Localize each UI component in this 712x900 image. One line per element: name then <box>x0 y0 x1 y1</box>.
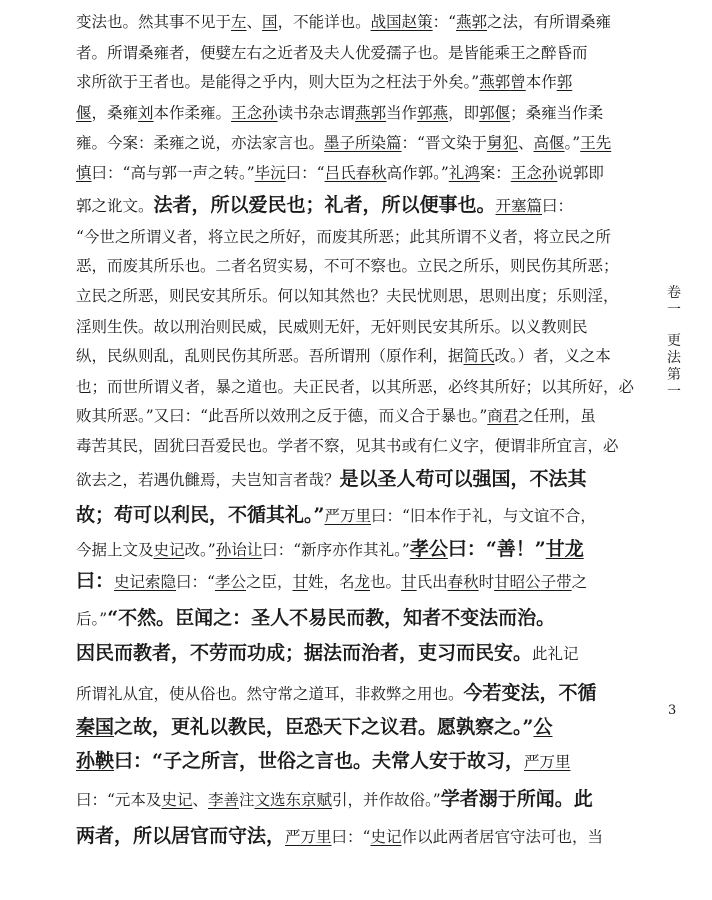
commentary-segment: 燕郭 <box>479 73 511 91</box>
main-text-segment: 两者，所以居官而守法， <box>76 825 286 847</box>
text-line <box>76 163 636 183</box>
commentary-segment: 当作 <box>386 104 418 122</box>
commentary-segment: 姓，名 <box>308 573 355 591</box>
commentary-segment: 纵，民纵则乱，乱则民伤其所恶。吾所谓刑（原作利，据 <box>76 347 464 365</box>
main-text-segment: “不然。臣闻之：圣人不易民而教，知者不变法而治。 <box>107 607 556 629</box>
text-line <box>76 256 636 276</box>
text-line <box>76 193 636 217</box>
commentary-segment: 曾 <box>510 73 526 91</box>
commentary-segment: ；桑雍当作柔 <box>510 104 604 122</box>
commentary-segment: ，即 <box>448 104 480 122</box>
text-line <box>76 103 636 123</box>
commentary-segment: 高偃 <box>533 134 565 152</box>
commentary-segment: 本作柔雍。 <box>153 104 232 122</box>
commentary-segment: 变法也。然其事不见于 <box>76 13 232 31</box>
commentary-segment: 氏出 <box>416 573 448 591</box>
commentary-segment: 史记 <box>161 791 193 809</box>
commentary-segment: 甘昭公 <box>494 573 541 591</box>
text-line <box>76 227 636 247</box>
main-text-segment: 之故，更礼以教民，臣恐天下之议君。愿孰察之。” <box>114 716 534 738</box>
commentary-segment: ：“晋文染于 <box>401 134 487 152</box>
text-line <box>76 503 636 527</box>
commentary-segment: 战国赵策 <box>370 13 433 31</box>
commentary-segment: 舅犯 <box>486 134 518 152</box>
text-line <box>76 537 636 561</box>
commentary-segment: 甘 <box>292 573 309 591</box>
commentary-segment: 曰：“旧本作于礼，与文谊不合， <box>370 507 596 525</box>
commentary-segment: 国 <box>262 13 278 31</box>
commentary-segment: 严万里 <box>523 753 571 771</box>
commentary-segment: 严万里 <box>324 507 371 525</box>
commentary-segment: 开塞篇 <box>495 197 543 215</box>
text-line <box>76 641 636 665</box>
commentary-segment: 毒苦其民，固犹曰吾爱民也。学者不察，见其书或有仁义字，便谓非所宜言，必 <box>76 437 619 455</box>
commentary-segment: ：“ <box>432 13 457 31</box>
text-line <box>76 681 636 705</box>
text-line <box>76 406 636 426</box>
commentary-segment: 案： <box>479 164 511 182</box>
commentary-segment: 郭偃 <box>479 104 511 122</box>
main-text-segment: 孙鞅 <box>76 750 115 772</box>
commentary-segment: 王念孙 <box>231 104 278 122</box>
commentary-segment: 改。” <box>184 541 216 559</box>
commentary-segment: 史记 <box>370 828 402 846</box>
commentary-segment: 之 <box>571 573 588 591</box>
commentary-segment: 毕沅 <box>254 164 286 182</box>
commentary-segment: 礼鸿 <box>448 164 480 182</box>
main-text-segment: 法者，所以爱民也；礼者，所以便事也。 <box>153 194 496 216</box>
commentary-segment: 败其所恶。”又曰：“此吾所以效刑之反于德，而义合于暴也。” <box>76 407 488 425</box>
commentary-segment: 孝公 <box>214 573 246 591</box>
commentary-segment: 子带 <box>540 573 572 591</box>
commentary-segment: 欲去之，若遇仇雠焉，夫岂知言者哉？ <box>76 471 340 489</box>
commentary-segment: 。” <box>564 134 581 152</box>
commentary-segment: 曰：“高与郭一声之转。” <box>91 164 255 182</box>
commentary-segment: 也。 <box>370 573 402 591</box>
running-header <box>664 285 684 401</box>
chapter-label: 更 法 第 一 <box>667 333 681 400</box>
commentary-segment: 时 <box>478 573 495 591</box>
text-line <box>76 787 636 811</box>
commentary-segment: 偃 <box>76 104 92 122</box>
text-line <box>76 286 636 306</box>
commentary-segment: 商君 <box>487 407 519 425</box>
main-text-segment: 孝公 <box>409 538 448 560</box>
text-line <box>76 569 636 593</box>
commentary-segment: 所谓礼从宜，使从俗也。然守常之道耳，非救弊之用也。 <box>76 685 464 703</box>
text-line <box>76 824 636 848</box>
text-line <box>76 43 636 63</box>
text-line <box>76 133 636 153</box>
commentary-segment: 高作郭。” <box>386 164 449 182</box>
commentary-segment: 春秋 <box>447 573 479 591</box>
commentary-segment: 读书杂志谓 <box>277 104 356 122</box>
commentary-segment: 引，并作故俗。” <box>332 791 441 809</box>
main-text-segment: 是以圣人苟可以强国，不法其 <box>339 468 587 490</box>
commentary-segment: 也；而世所谓义者，暴之道也。夫正民者，以其所恶，必终其所好；以其所好，必 <box>76 378 635 396</box>
main-text-segment: 甘龙 <box>545 538 584 560</box>
commentary-segment: 今据上文及 <box>76 541 154 559</box>
text-line <box>76 12 636 32</box>
text-line <box>76 346 636 366</box>
commentary-segment: 、 <box>246 13 263 31</box>
commentary-segment: 吕氏春秋 <box>324 164 387 182</box>
commentary-segment: 曰：“ <box>285 164 325 182</box>
commentary-segment: 曰：“ <box>176 573 215 591</box>
main-text-segment: 故；苟可以利民，不循其礼。” <box>76 504 325 526</box>
volume-label: 卷 一 <box>667 285 681 318</box>
commentary-segment: 严万里 <box>285 828 332 846</box>
text-line <box>76 377 636 397</box>
page-number: 3 <box>668 703 677 718</box>
commentary-segment: 曰：“元本及 <box>76 791 162 809</box>
commentary-segment: 曰：“新序亦作其礼。” <box>262 541 410 559</box>
commentary-segment: 王先 <box>580 134 612 152</box>
commentary-segment: 本作 <box>525 73 557 91</box>
main-text-segment: 秦国 <box>76 716 115 738</box>
commentary-segment: 王念孙 <box>510 164 558 182</box>
main-text-segment: 曰：“善！” <box>447 538 546 560</box>
commentary-segment: 、 <box>192 791 208 809</box>
commentary-segment: 立民之所恶，则民安其所乐。何以知其然也？夫民忧则思，思则出度；乐则淫， <box>76 287 619 305</box>
commentary-segment: 恶，而废其所乐也。二者名贸实易，不可不察也。立民之所乐，则民伤其所恶； <box>76 257 619 275</box>
commentary-segment: 者。所谓桑雍者，便嬖左右之近者及夫人优爱孺子也。是皆能乘王之醉昏而 <box>76 44 588 62</box>
commentary-segment: 刘 <box>138 104 154 122</box>
commentary-segment: 孙诒让 <box>215 541 263 559</box>
commentary-segment: 此礼记 <box>532 645 579 663</box>
commentary-segment: ，不能详也。 <box>277 13 371 31</box>
main-text-segment: 学者溺于所闻。此 <box>440 788 593 810</box>
commentary-segment: 史记索隐 <box>114 573 177 591</box>
main-text-segment: 今若变法，不循 <box>463 682 597 704</box>
commentary-segment: 之任刑，虽 <box>518 407 596 425</box>
commentary-segment: 燕郭 <box>355 104 387 122</box>
commentary-segment: 曰： <box>542 197 574 215</box>
commentary-segment: “今世之所谓义者，将立民之所好，而废其所恶；此其所谓不义者，将立民之所 <box>76 228 611 246</box>
commentary-segment: 史记 <box>153 541 185 559</box>
text-line <box>76 467 636 491</box>
commentary-segment: 李善 <box>207 791 239 809</box>
text-line <box>76 715 636 739</box>
commentary-segment: 注 <box>238 791 255 809</box>
commentary-segment: 文选东京赋 <box>254 791 333 809</box>
commentary-segment: 墨子所染篇 <box>324 134 402 152</box>
commentary-segment: 左 <box>231 13 247 31</box>
text-line <box>76 436 636 456</box>
commentary-segment: 、 <box>517 134 534 152</box>
main-text-segment: 曰：“子之所言，世俗之言也。夫常人安于故习， <box>114 750 524 772</box>
main-text-segment: 公 <box>533 716 553 738</box>
text-line <box>76 72 636 92</box>
text-line <box>76 317 636 337</box>
commentary-segment: 后。” <box>76 610 108 628</box>
commentary-segment: 之臣， <box>245 573 293 591</box>
commentary-segment: 改。）者，义之本 <box>494 347 611 365</box>
commentary-segment: 说郭即 <box>557 164 604 182</box>
commentary-segment: 郭 <box>556 73 573 91</box>
commentary-segment: ，桑雍 <box>91 104 139 122</box>
commentary-segment: 慎 <box>76 164 92 182</box>
text-line <box>76 606 636 630</box>
commentary-segment: 作以此两者居官守法可也，当 <box>401 828 603 846</box>
main-text-segment: 曰： <box>76 570 115 592</box>
commentary-segment: 之法，有所谓桑雍 <box>487 13 612 31</box>
commentary-segment: 简氏 <box>463 347 495 365</box>
commentary-segment: 郭燕 <box>417 104 449 122</box>
commentary-segment: 淫则生佚。故以刑治则民威，民威则无奸，无奸则民安其所乐。以义教则民 <box>76 318 588 336</box>
commentary-segment: 郭之讹文。 <box>76 197 154 215</box>
commentary-segment: 曰：“ <box>331 828 371 846</box>
commentary-segment: 雍。今案：柔雍之说，亦法家言也。 <box>76 134 325 152</box>
commentary-segment: 求所欲于王者也。是能得之乎内，则大臣为之枉法于外矣。” <box>76 73 480 91</box>
text-line <box>76 749 636 773</box>
commentary-segment: 燕郭 <box>456 13 488 31</box>
main-text-segment: 因民而教者，不劳而功成；据法而治者，吏习而民安。 <box>76 642 533 664</box>
commentary-segment: 龙 <box>354 573 371 591</box>
commentary-segment: 甘 <box>401 573 417 591</box>
